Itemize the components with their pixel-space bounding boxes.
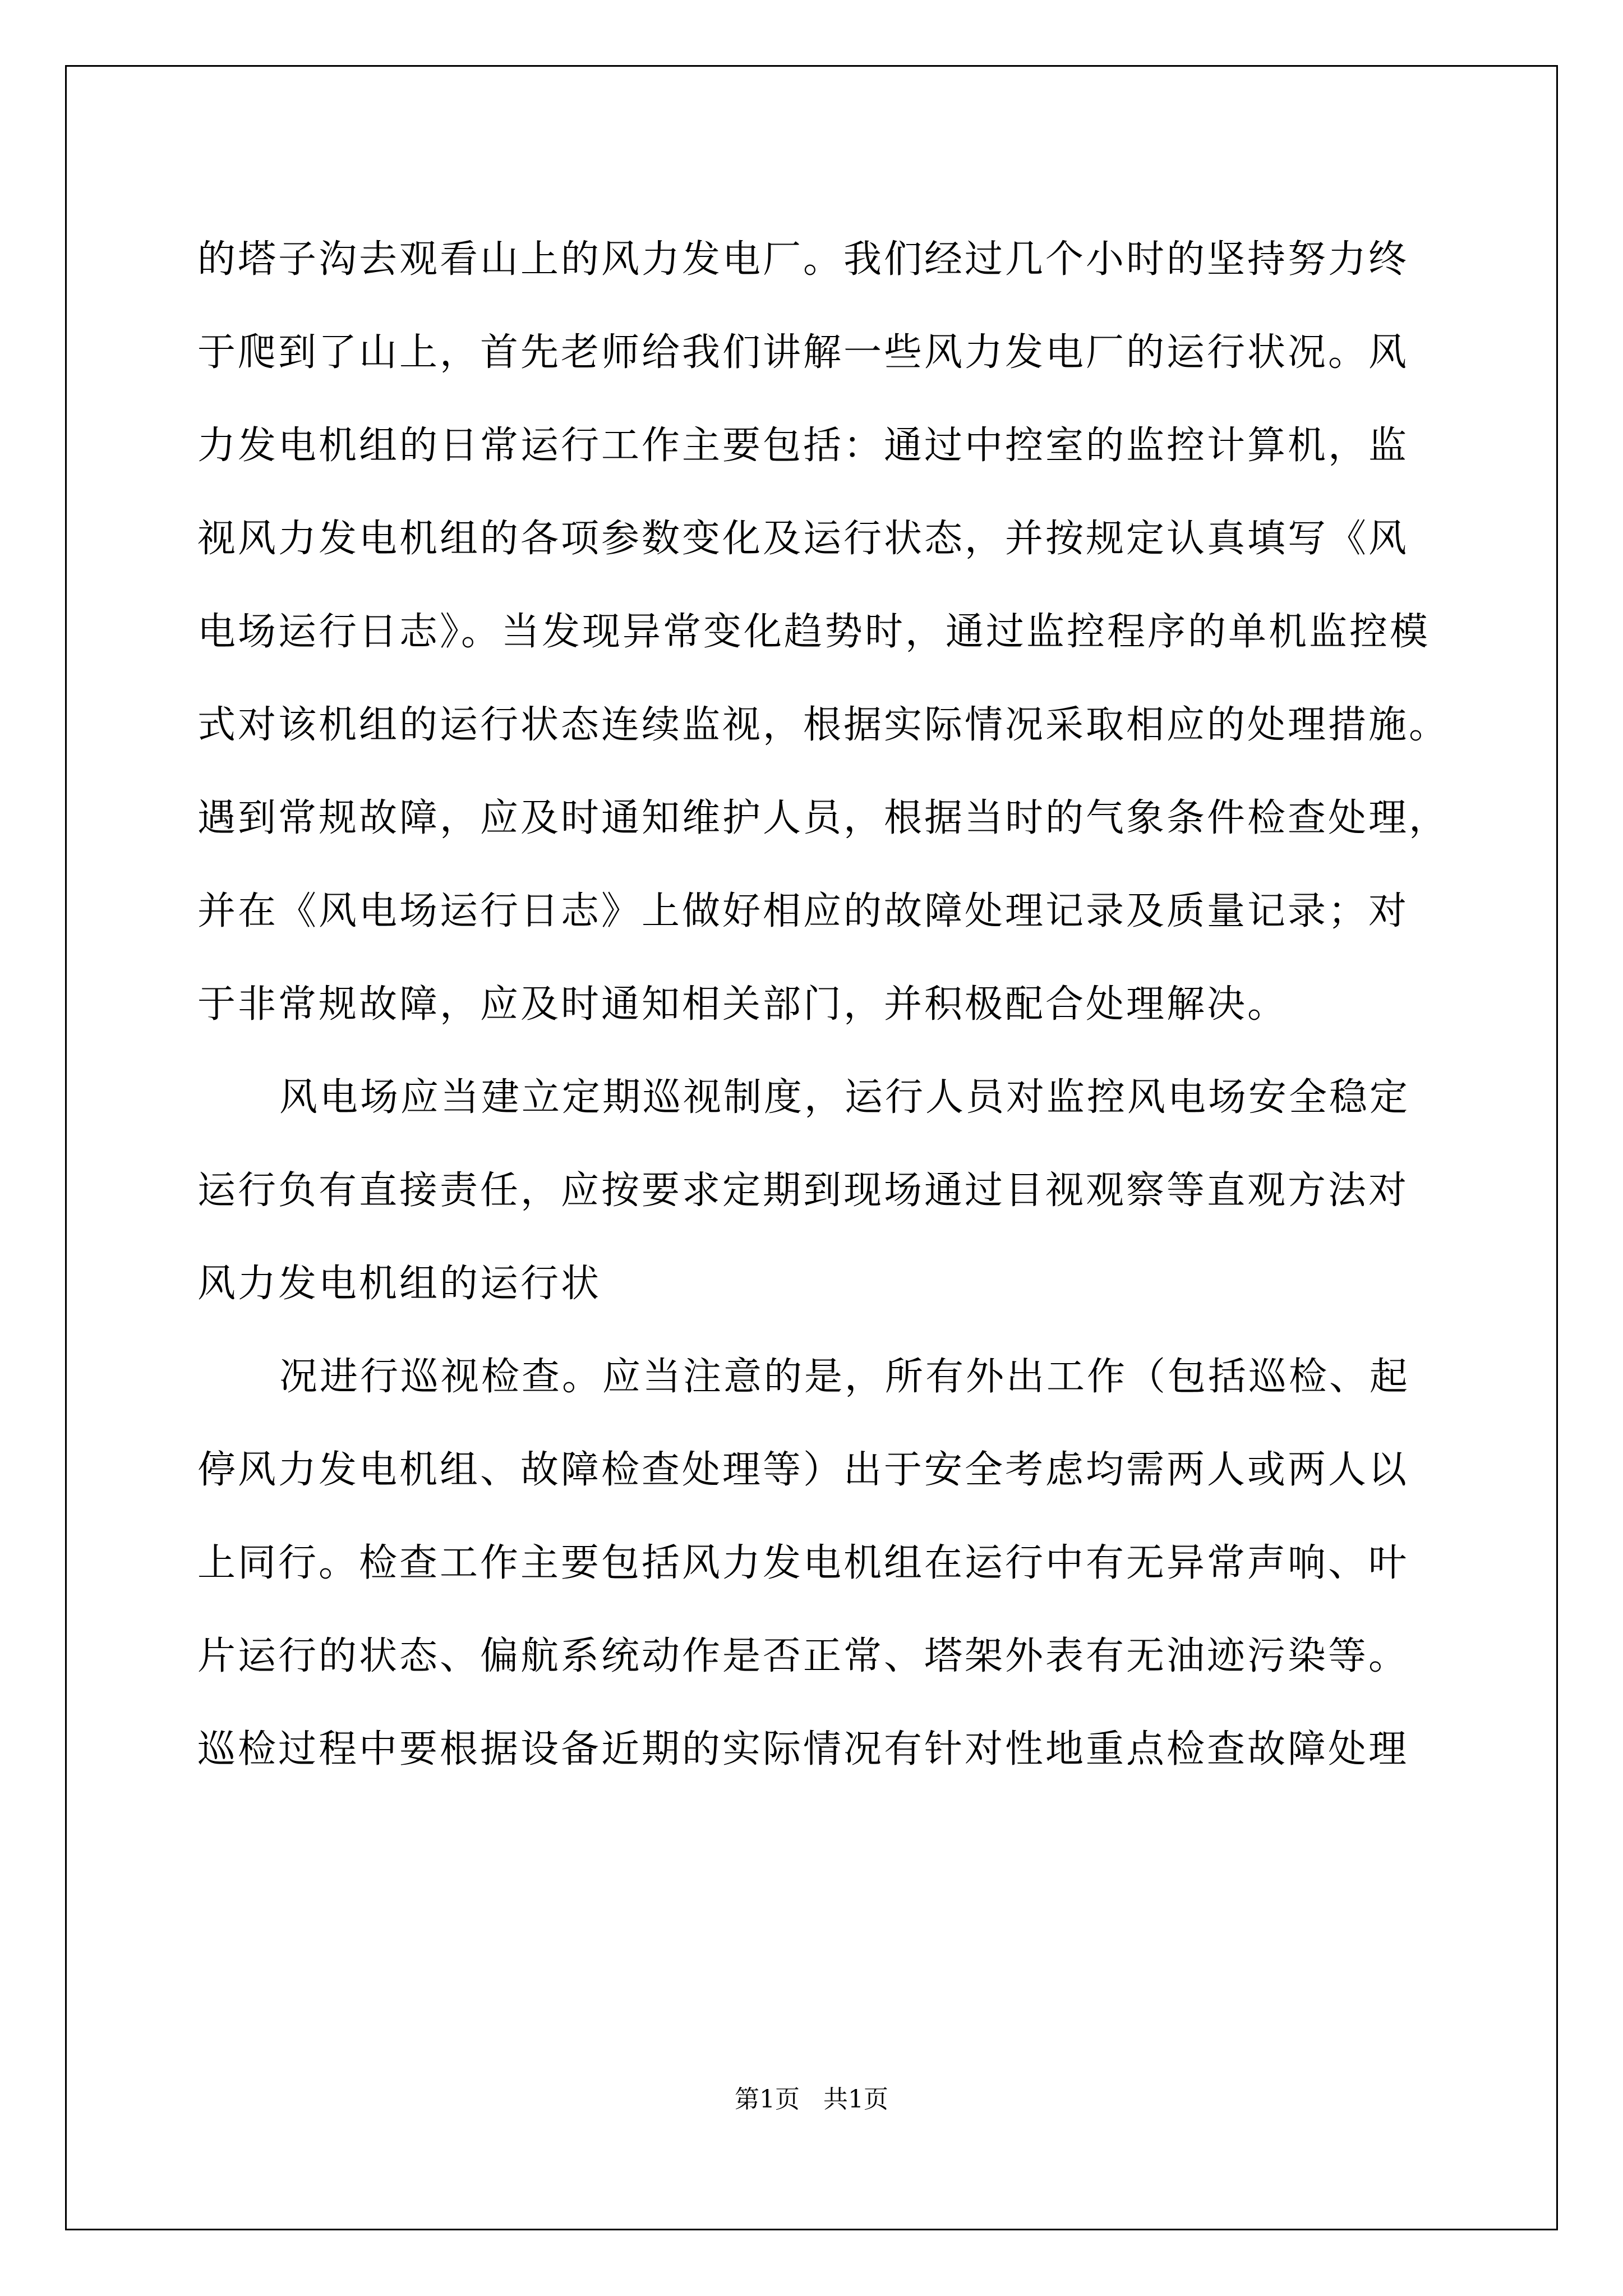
text-line: 于爬到了山上，首先老师给我们讲解一些风力发电厂的运行状况。风: [197, 330, 1409, 375]
text-line: 运行负有直接责任，应按要求定期到现场通过目视观察等直观方法对: [197, 1168, 1409, 1213]
text-line: 式对该机组的运行状态连续监视，根据实际情况采取相应的处理措施。: [197, 703, 1450, 747]
text-line: 电场运行日志》。当发现异常变化趋势时，通过监控程序的单机监控模: [197, 610, 1431, 654]
text-line: 上同行。检查工作主要包括风力发电机组在运行中有无异常声响、叶: [197, 1541, 1409, 1585]
text-line: 片运行的状态、偏航系统动作是否正常、塔架外表有无油迹污染等。: [197, 1634, 1409, 1678]
text-line: 并在《风电场运行日志》上做好相应的故障处理记录及质量记录；对: [197, 889, 1409, 933]
text-line: 巡检过程中要根据设备近期的实际情况有针对性地重点检查故障处理: [197, 1727, 1409, 1772]
text-line: 风力发电机组的运行状: [197, 1262, 602, 1306]
text-line: 停风力发电机组、故障检查处理等）出于安全考虑均需两人或两人以: [197, 1448, 1409, 1492]
page-number-footer: 第1页 共1页: [735, 2085, 888, 2114]
text-line: 于非常规故障，应及时通知相关部门，并积极配合处理解决。: [197, 982, 1288, 1027]
text-line: 遇到常规故障，应及时通知维护人员，根据当时的气象条件检查处理，: [197, 796, 1450, 840]
document-body: [197, 213, 1454, 1796]
text-line: 的塔子沟去观看山上的风力发电厂。我们经过几个小时的坚持努力终: [197, 237, 1409, 282]
text-line: 视风力发电机组的各项参数变化及运行状态，并按规定认真填写《风: [197, 517, 1409, 561]
text-line: 况进行巡视检查。应当注意的是，所有外出工作（包括巡检、起: [279, 1355, 1410, 1399]
text-line: 风电场应当建立定期巡视制度，运行人员对监控风电场安全稳定: [279, 1075, 1410, 1120]
text-line: 力发电机组的日常运行工作主要包括：通过中控室的监控计算机，监: [197, 424, 1409, 468]
